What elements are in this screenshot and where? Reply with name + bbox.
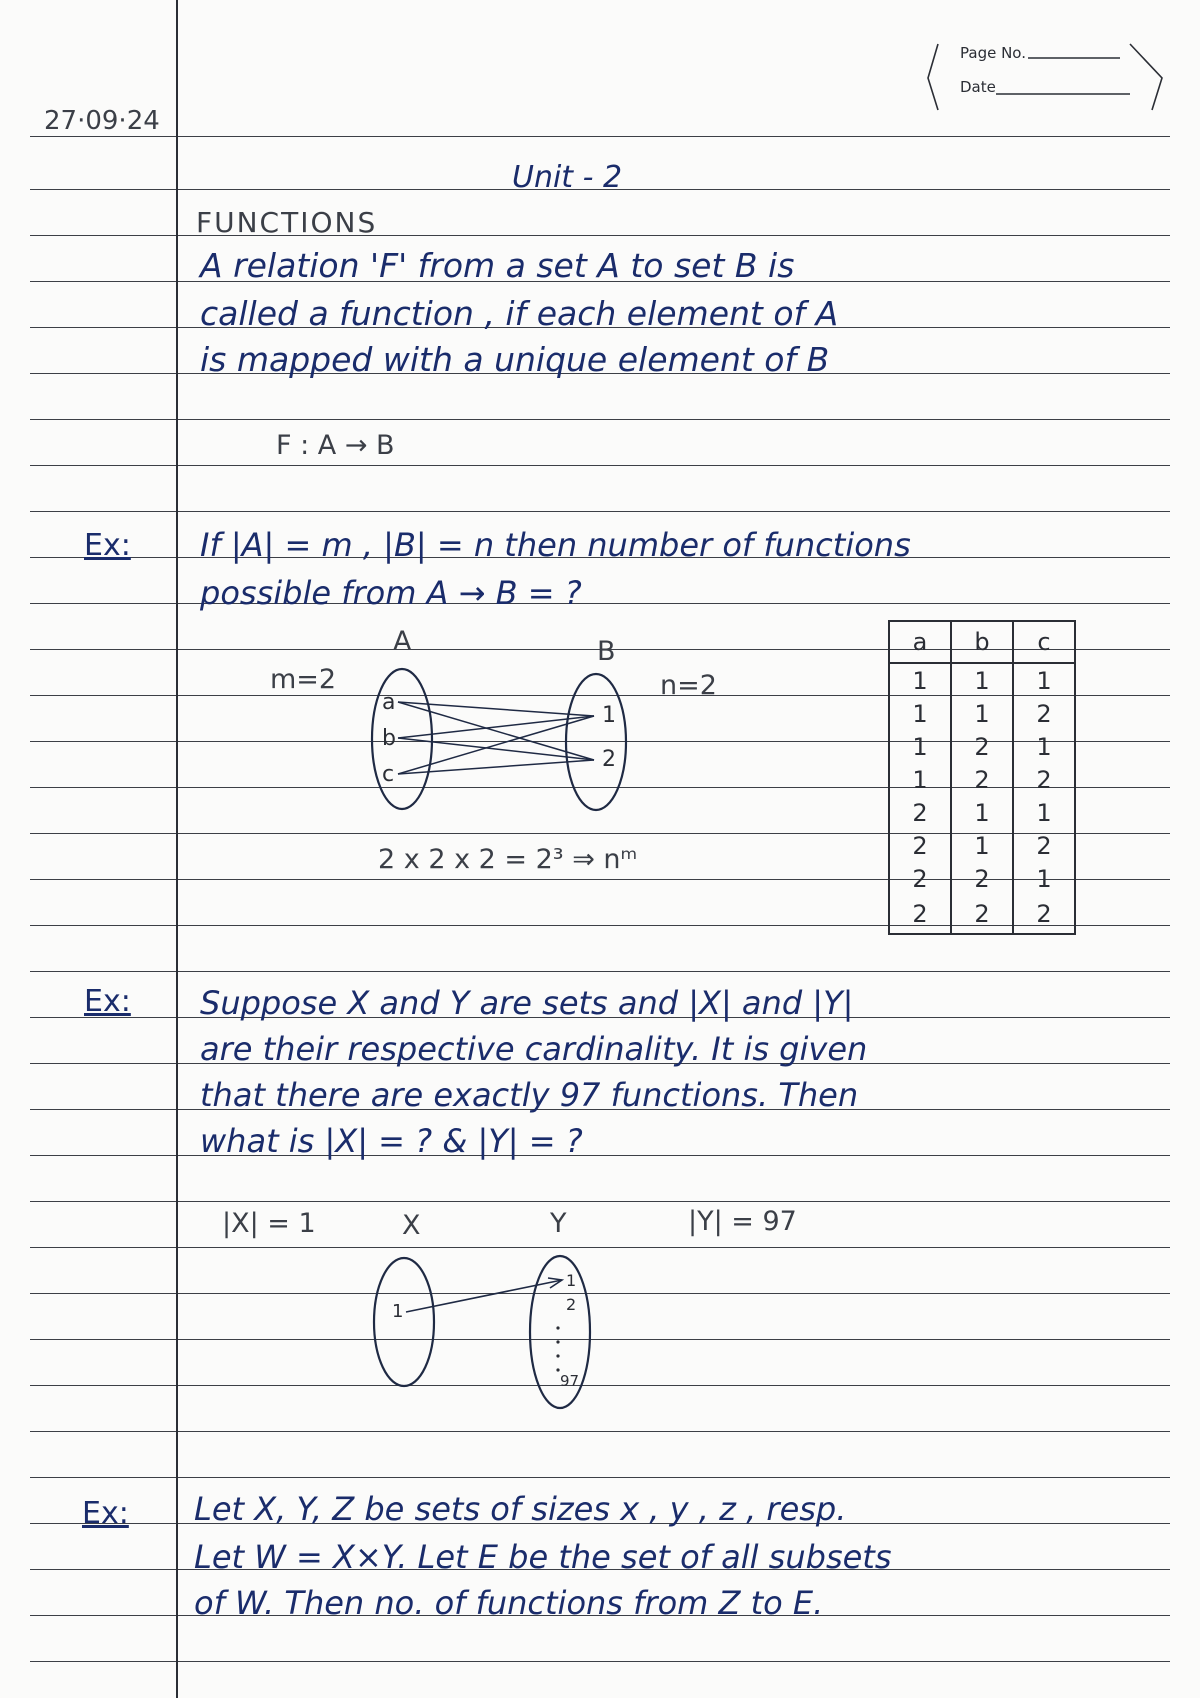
example-2-line-1: Suppose X and Y are sets and |X| and |Y| <box>200 984 854 1022</box>
margin-line <box>176 0 178 1698</box>
ruled-line <box>30 1477 1170 1478</box>
mapping-diagram-a-b <box>360 664 640 824</box>
table-cell: 1 <box>1013 730 1075 763</box>
table-header-row <box>889 621 1075 663</box>
set-b-element-1: 1 <box>602 703 616 728</box>
table-cell: 2 <box>951 895 1013 934</box>
table-row <box>889 730 1075 763</box>
table-cell: 2 <box>1013 763 1075 796</box>
table-row <box>889 829 1075 862</box>
table-cell: 1 <box>1013 663 1075 697</box>
definition-line-3: is mapped with a unique element of B <box>200 340 830 379</box>
table-cell: 1 <box>951 663 1013 697</box>
page-date-stamp <box>920 38 1170 122</box>
ruled-line <box>30 1661 1170 1662</box>
table-cell: 1 <box>889 730 951 763</box>
table-row <box>889 895 1075 934</box>
set-y-element-2: 2 <box>566 1295 577 1314</box>
example-3-line-2: Let W = X×Y. Let E be the set of all subsets <box>194 1538 892 1576</box>
ruled-line <box>30 1201 1170 1202</box>
set-a-label: A <box>393 626 412 657</box>
set-x-element: 1 <box>392 1301 404 1322</box>
set-y-element-97: 97 <box>560 1372 580 1390</box>
set-a-element-c: c <box>382 762 395 787</box>
example-1-line-1: If |A| = m , |B| = n then number of functions <box>200 526 911 564</box>
example-1-formula: 2 x 2 x 2 = 2³ ⇒ nᵐ <box>378 844 638 875</box>
combination-table <box>888 620 1076 935</box>
y-cardinality: |Y| = 97 <box>688 1206 797 1237</box>
table-row <box>889 763 1075 796</box>
ruled-line <box>30 1431 1170 1432</box>
table-row <box>889 796 1075 829</box>
table-cell: 2 <box>951 763 1013 796</box>
example-3-label: Ex: <box>82 1496 129 1531</box>
page-no-label: Page No. <box>960 44 1026 62</box>
table-cell: 2 <box>951 730 1013 763</box>
ruled-line <box>30 136 1170 137</box>
table-header-cell: a <box>889 621 951 663</box>
handwritten-date: 27·09·24 <box>44 106 160 136</box>
definition-line-1: A relation 'F' from a set A to set B is <box>200 246 795 285</box>
set-y-element-1: 1 <box>566 1271 577 1290</box>
ruled-line <box>30 511 1170 512</box>
example-2-line-2: are their respective cardinality. It is given <box>200 1030 868 1068</box>
ruled-line <box>30 419 1170 420</box>
example-2-label: Ex: <box>84 984 131 1019</box>
set-x-oval <box>374 1258 434 1386</box>
table-cell: 1 <box>951 796 1013 829</box>
mapping-arrows <box>398 702 594 774</box>
example-3-line-1: Let X, Y, Z be sets of sizes x , y , z , resp. <box>194 1490 847 1528</box>
m-label: m=2 <box>270 664 337 695</box>
mapping-diagram-x-y <box>362 1250 612 1420</box>
table-cell: 1 <box>889 663 951 697</box>
table-cell: 1 <box>1013 796 1075 829</box>
example-1-label: Ex: <box>84 528 131 563</box>
table-cell: 2 <box>1013 829 1075 862</box>
ruled-line <box>30 465 1170 466</box>
set-y-label: Y <box>550 1208 567 1239</box>
table-cell: 2 <box>1013 697 1075 730</box>
table-cell: 2 <box>889 895 951 934</box>
table-row <box>889 663 1075 697</box>
table-row <box>889 697 1075 730</box>
ruled-line <box>30 1247 1170 1248</box>
table-row <box>889 862 1075 895</box>
set-b-oval <box>566 674 626 810</box>
ellipsis-dots <box>556 1326 559 1371</box>
table-cell: 1 <box>951 697 1013 730</box>
example-2-line-4: what is |X| = ? & |Y| = ? <box>200 1122 583 1160</box>
set-b-element-2: 2 <box>602 747 616 772</box>
table-cell: 2 <box>889 829 951 862</box>
table-header-cell: c <box>1013 621 1075 663</box>
table-cell: 1 <box>1013 862 1075 895</box>
table-cell: 1 <box>889 697 951 730</box>
x-cardinality: |X| = 1 <box>222 1208 316 1239</box>
table-cell: 2 <box>951 862 1013 895</box>
example-2-line-3: that there are exactly 97 functions. Then <box>200 1076 859 1114</box>
set-a-element-a: a <box>382 690 396 715</box>
function-notation: F : A → B <box>276 430 395 461</box>
ruled-line <box>30 971 1170 972</box>
table-cell: 1 <box>889 763 951 796</box>
table-cell: 2 <box>1013 895 1075 934</box>
date-label: Date <box>960 78 996 96</box>
example-1-line-2: possible from A → B = ? <box>200 574 582 612</box>
set-b-label: B <box>597 636 616 667</box>
set-x-label: X <box>402 1210 421 1241</box>
n-label: n=2 <box>660 670 717 701</box>
table-cell: 2 <box>889 796 951 829</box>
set-a-element-b: b <box>382 726 396 751</box>
table-cell: 1 <box>951 829 1013 862</box>
table-cell: 2 <box>889 862 951 895</box>
example-3-line-3: of W. Then no. of functions from Z to E. <box>194 1584 824 1622</box>
table-header-cell: b <box>951 621 1013 663</box>
section-title: FUNCTIONS <box>196 206 378 239</box>
definition-line-2: called a function , if each element of A <box>200 294 839 333</box>
unit-title: Unit - 2 <box>512 160 623 195</box>
